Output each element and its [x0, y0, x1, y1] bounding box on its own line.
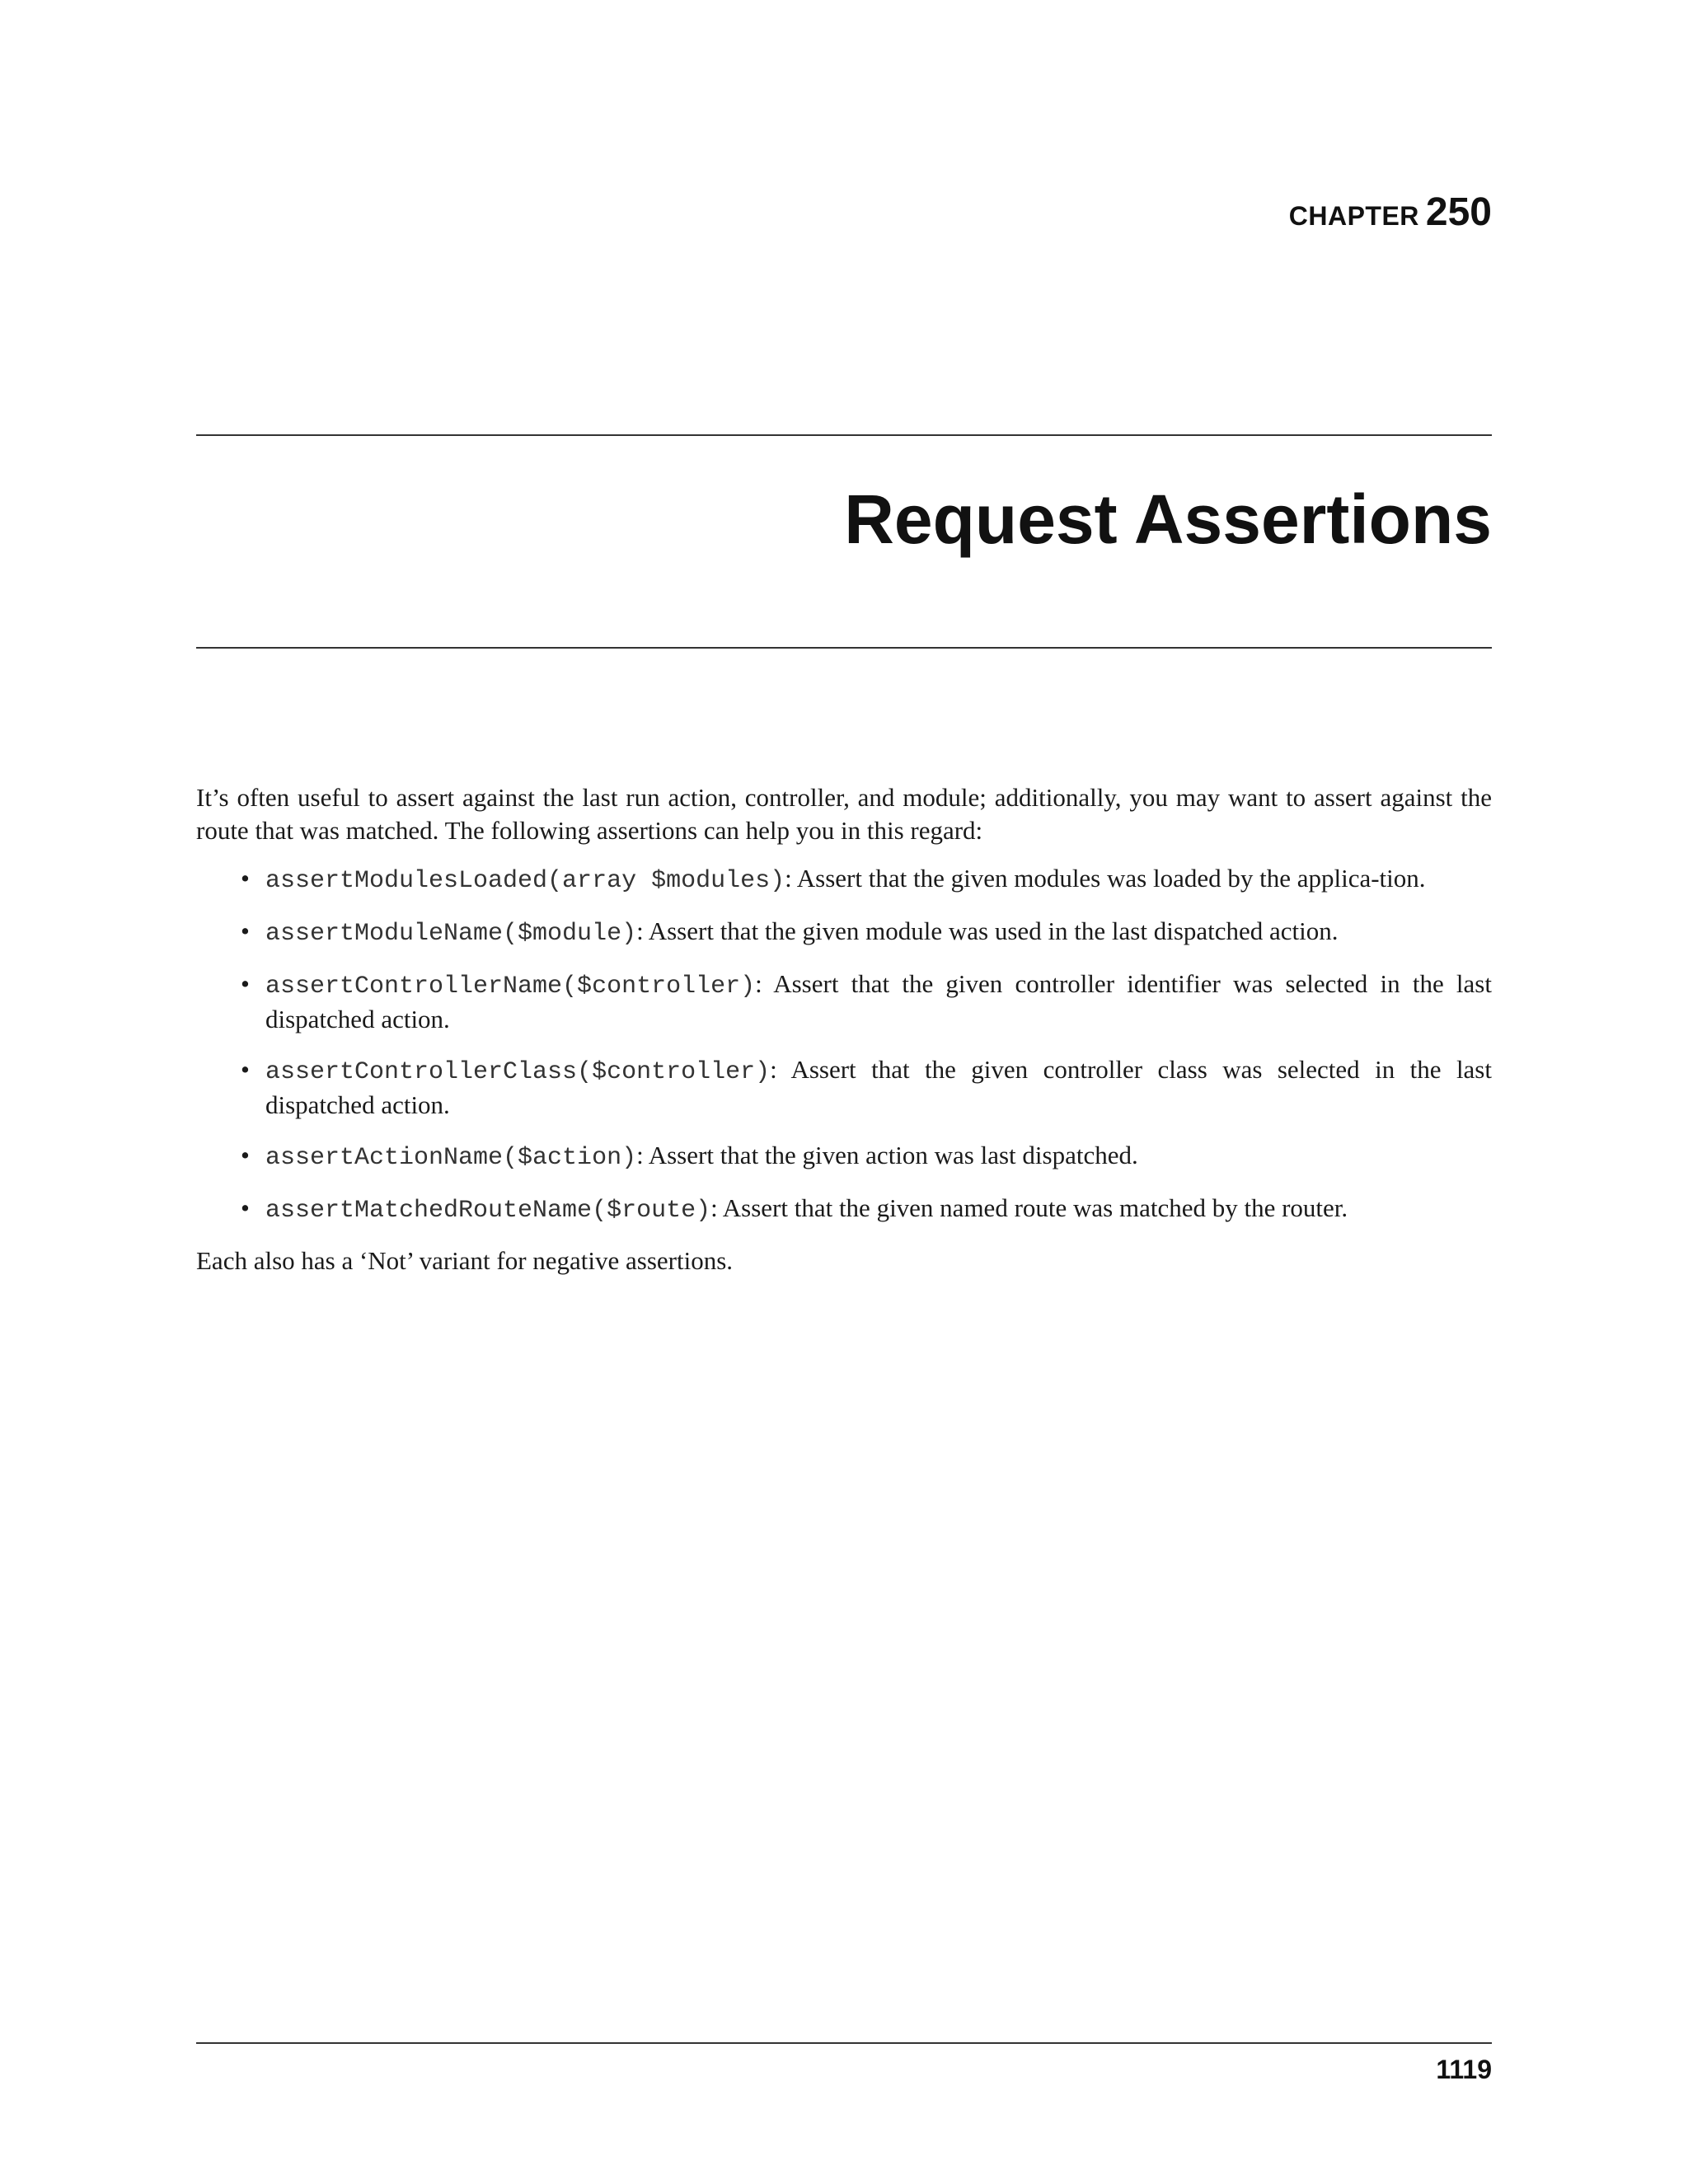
list-item [265, 1139, 1492, 1174]
method-signature: assertActionName($action) [265, 1144, 637, 1172]
intro-paragraph: It’s often useful to assert against the last run action, controller, and module; additionally, you may want to assert against the route that was matched. The following assertions can help you in this regard: [196, 783, 1492, 845]
title-rule-bottom [196, 647, 1492, 649]
chapter-word: CHAPTER [1288, 201, 1419, 231]
method-description: : Assert that the given named route was matched by the router. [710, 1193, 1348, 1222]
method-description: : Assert that the given modules was loaded by the applica-tion. [785, 864, 1426, 893]
method-description: : Assert that the given controller class was selected in the last dispatched action. [265, 1055, 1492, 1119]
method-description: : Assert that the given action was last dispatched. [636, 1141, 1138, 1169]
method-signature: assertControllerName($controller) [265, 972, 756, 1001]
list-item [265, 1192, 1492, 1227]
page-title: Request Assertions [844, 480, 1492, 558]
list-item [265, 968, 1492, 1036]
title-rule-top [196, 434, 1492, 436]
method-signature: assertControllerClass($controller) [265, 1058, 771, 1086]
footer-rule [196, 2042, 1492, 2044]
list-item [265, 915, 1492, 950]
assertion-list [196, 862, 1492, 1227]
outro-paragraph: Each also has a ‘Not’ variant for negative assertions. [196, 1246, 734, 1275]
list-item [265, 1053, 1492, 1122]
method-description: : Assert that the given controller identifier was selected in the last dispatched action. [265, 969, 1492, 1033]
chapter-label [1289, 190, 1492, 235]
page-number: 1119 [1436, 2055, 1492, 2084]
list-item [265, 862, 1492, 898]
method-signature: assertModulesLoaded(array $modules) [265, 867, 785, 895]
body-content [196, 781, 1492, 1277]
method-signature: assertMatchedRouteName($route) [265, 1197, 711, 1225]
method-description: : Assert that the given module was used in the last dispatched action. [636, 916, 1339, 945]
method-signature: assertModuleName($module) [265, 920, 637, 948]
chapter-number: 250 [1425, 190, 1492, 234]
